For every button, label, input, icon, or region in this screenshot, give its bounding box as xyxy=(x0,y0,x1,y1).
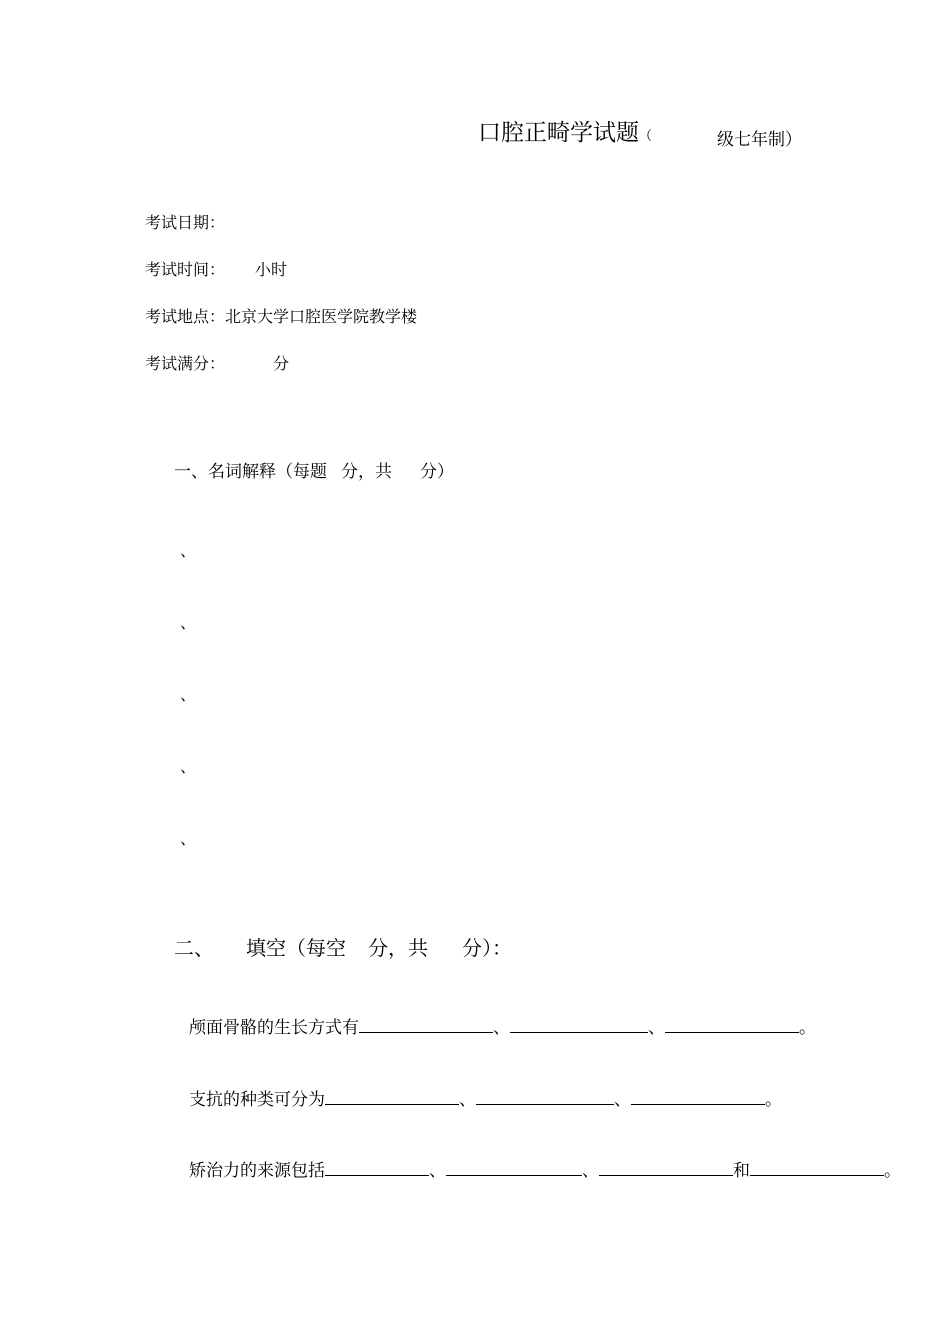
q2-sep-2: 、 xyxy=(614,1090,631,1110)
section1-heading-a: 一、名词解释（每题 xyxy=(174,462,327,482)
term-item-5: 、 xyxy=(180,829,197,848)
q3-blank-3[interactable] xyxy=(599,1157,733,1176)
section1-heading-b: 分，共 xyxy=(341,462,392,482)
section2-heading-b: 分，共 xyxy=(368,936,428,960)
exam-score-unit: 分 xyxy=(273,354,290,373)
q2-blank-1[interactable] xyxy=(325,1086,459,1105)
section1-heading xyxy=(174,459,454,485)
term-item-3: 、 xyxy=(180,685,197,704)
q1-blank-1[interactable] xyxy=(359,1014,493,1033)
q2-end: 。 xyxy=(765,1090,782,1110)
q2-blank-2[interactable] xyxy=(476,1086,614,1105)
section2-heading xyxy=(174,933,512,963)
section2-heading-num: 二、 xyxy=(174,936,214,960)
section1-heading-c: 分） xyxy=(420,462,454,482)
exam-place-value: 北京大学口腔医学院教学楼 xyxy=(225,307,418,326)
q3-sep-2: 、 xyxy=(582,1161,599,1181)
q3-blank-2[interactable] xyxy=(446,1157,582,1176)
title-main: 口腔正畸学试题 xyxy=(478,120,639,146)
q2-sep-1: 、 xyxy=(459,1090,476,1110)
q3-text: 矫治力的来源包括 xyxy=(189,1161,325,1181)
section2-heading-c: 分）： xyxy=(462,936,512,960)
exam-time xyxy=(145,258,287,282)
q1-sep-1: 、 xyxy=(493,1018,510,1038)
term-item-2: 、 xyxy=(180,613,197,632)
exam-place-label: 考试地点： xyxy=(145,307,226,326)
term-item-4: 、 xyxy=(180,757,197,776)
section2-heading-a: 填空（每空 xyxy=(246,936,346,960)
fill-question-1 xyxy=(189,1014,816,1041)
q3-blank-4[interactable] xyxy=(750,1157,884,1176)
q3-sep-1: 、 xyxy=(429,1161,446,1181)
exam-time-label: 考试时间： xyxy=(145,260,226,279)
q3-sep-3: 和 xyxy=(733,1161,750,1181)
title-subtitle: 级七年制） xyxy=(717,130,802,150)
exam-date-label: 考试日期： xyxy=(145,213,226,232)
exam-score-label: 考试满分： xyxy=(145,354,226,373)
q2-blank-3[interactable] xyxy=(631,1086,765,1105)
q1-blank-2[interactable] xyxy=(510,1014,648,1033)
page-title xyxy=(478,117,652,153)
q3-end: 。 xyxy=(884,1161,901,1181)
q1-blank-3[interactable] xyxy=(665,1014,799,1033)
exam-score xyxy=(145,352,289,376)
term-item-1: 、 xyxy=(180,541,197,560)
fill-question-2 xyxy=(189,1086,782,1113)
q3-blank-1[interactable] xyxy=(325,1157,429,1176)
q1-text: 颅面骨骼的生长方式有 xyxy=(189,1018,359,1038)
q1-end: 。 xyxy=(799,1018,816,1038)
q2-text: 支抗的种类可分为 xyxy=(189,1090,325,1110)
title-open-paren: （ xyxy=(639,129,653,144)
exam-place xyxy=(145,305,417,329)
exam-date xyxy=(145,211,225,235)
exam-time-unit: 小时 xyxy=(255,260,288,279)
q1-sep-2: 、 xyxy=(648,1018,665,1038)
fill-question-3 xyxy=(189,1157,901,1184)
